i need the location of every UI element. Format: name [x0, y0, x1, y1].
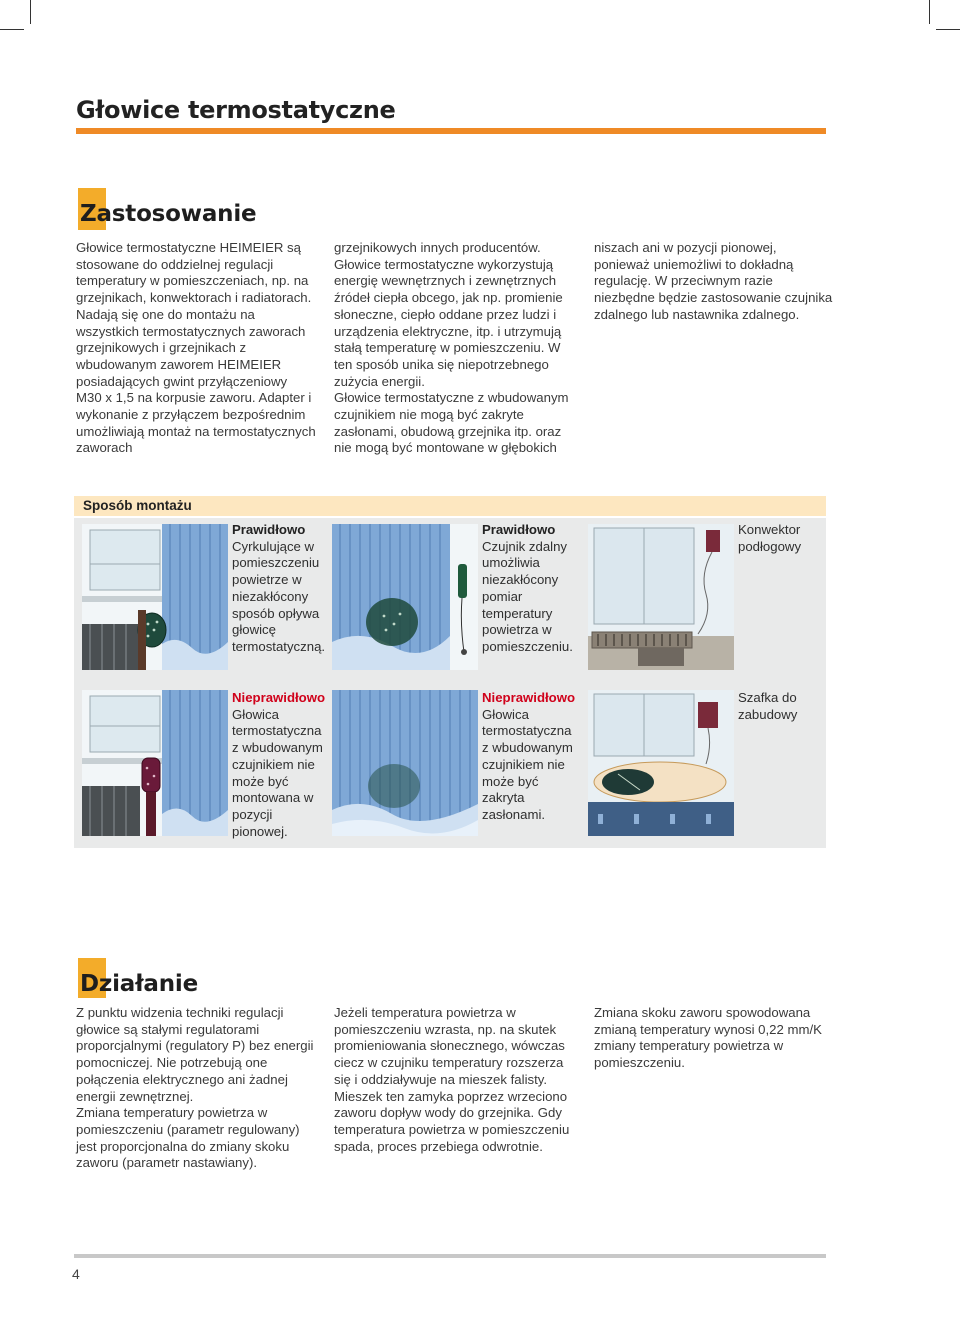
caption-title: Nieprawidłowo	[482, 690, 576, 705]
caption-text: Konwektor podłogowy	[738, 522, 802, 554]
paragraph: niszach ani w pozycji pionowej, ponieważ uniemożliwi to dokładną regulację. W przeciwnym razie niezbędne będzie zastosowanie czujnika zdalnego lub nastawnika zdalnego.	[594, 240, 833, 322]
paragraph: Z punktu widzenia techniki regulacji głowice są stałymi regulatorami proporcjalnymi (regulatory P) bez energii pomocniczej. Nie potrzebują one połączenia elektrycznego ani żadnej energii zewnętrznej.	[76, 1005, 314, 1104]
section-heading-text: Zastosowanie	[80, 201, 257, 227]
mounting-header-label: Sposób montażu	[83, 498, 192, 513]
paragraph: Nadają się one do montażu na wszystkich termostatycznych zaworach grzejnikowych i grzejnikach z wbudowanym zaworem HEIMEIER posiadających gwint przyłączeniowy M30 x 1,5 na korpusie zaworu. Adapter i wykonanie z przyłączem bezpośrednim umożliwiają montaż na termostatycznych zaworach	[76, 306, 316, 456]
caption-title: Prawidłowo	[232, 522, 306, 537]
usage-column-2	[334, 240, 574, 457]
illustration-wrong-vertical	[82, 690, 228, 836]
paragraph: Głowice termostatyczne z wbudowanym czujnikiem nie mogą być zakryte zasłonami, obudową grzejnika itp. oraz nie mogą być montowane w głębokich	[334, 390, 569, 456]
paragraph: Zmiana skoku zaworu spowodowana zmianą temperatury wynosi 0,22 mm/K zmiany temperatury powietrza w pomieszczeniu.	[594, 1005, 822, 1071]
paragraph: Głowice termostatyczne HEIMEIER są stosowane do oddzielnej regulacji temperatury w pomieszczeniach, np. na grzejnikach, konwektorach i radiatorach.	[76, 240, 312, 306]
caption-text: Szafka do zabudowy	[738, 690, 798, 722]
illustration-floor-convector	[588, 524, 734, 670]
mounting-caption-2	[482, 522, 574, 656]
paragraph: Jeżeli temperatura powietrza w pomieszczeniu wzrasta, np. na skutek promieniowania słonecznego, wówczas ciecz w czujniku temperatury rozszerza się i oddziaływuje na mieszek falisty. Mieszek ten zamyka poprzez wrzeciono zaworu dopływ wody do grzejnika. Gdy temperatura powietrza w pomieszczeniu spada, proces przebiega odwrotnie.	[334, 1005, 570, 1154]
caption-text: Głowica termostatyczna z wbudowanym czujnikiem nie może być montowana w pozycji pionowej.	[232, 706, 323, 839]
caption-title: Nieprawidłowo	[232, 690, 326, 705]
page-number: 4	[72, 1266, 80, 1282]
illustration-correct-horizontal	[82, 524, 228, 670]
mounting-caption-5	[482, 690, 574, 824]
mounting-caption-4	[232, 690, 324, 840]
section-heading-operation	[80, 971, 198, 997]
usage-column-1	[76, 240, 316, 457]
footer-rule	[74, 1254, 826, 1258]
crop-mark	[936, 29, 960, 30]
paragraph: grzejnikowych innych producentów. Głowice termostatyczne wykorzystują energię wewnętrznych i zewnętrznych źródeł ciepła obcego, jak np. promienie słoneczne, ciepło oddane przez ludzi i urządzenia elektryczne, itp. i utrzymują stałą temperaturę w pomieszczeniu. W ten sposób unika się niepotrzebnego zużycia energii.	[334, 240, 563, 389]
mounting-caption-3	[738, 522, 830, 555]
caption-text: Cyrkulujące w pomieszczeniu powietrze w niezakłócony sposób opływa głowicę termostatyczną.	[232, 538, 326, 654]
illustration-wrong-covered	[332, 690, 478, 836]
usage-column-3	[594, 240, 834, 324]
section-heading-text: Działanie	[80, 971, 198, 997]
paragraph: Zmiana temperatury powietrza w pomieszczeniu (parametr regulowany) jest proporcjonalna do zmiany skoku zaworu (parametr nastawiany).	[76, 1105, 300, 1171]
crop-mark	[30, 0, 31, 24]
illustration-remote-sensor	[332, 524, 478, 670]
crop-mark	[929, 0, 930, 24]
operation-column-2	[334, 1005, 574, 1155]
illustration-built-in-cabinet	[588, 690, 734, 836]
caption-text: Czujnik zdalny umożliwia niezakłócony pomiar temperatury powietrza w pomieszczeniu.	[482, 538, 573, 654]
mounting-header	[74, 496, 826, 516]
crop-mark	[0, 29, 24, 30]
page-title: Głowice termostatyczne	[76, 96, 396, 124]
operation-column-3	[594, 1005, 834, 1072]
caption-title: Prawidłowo	[482, 522, 556, 537]
caption-text: Głowica termostatyczna z wbudowanym czujnikiem nie może być zakryta zasłonami.	[482, 706, 573, 822]
operation-column-1	[76, 1005, 316, 1172]
mounting-caption-1	[232, 522, 324, 656]
section-heading-usage	[80, 201, 256, 227]
title-rule	[76, 128, 826, 134]
mounting-caption-6	[738, 690, 830, 723]
